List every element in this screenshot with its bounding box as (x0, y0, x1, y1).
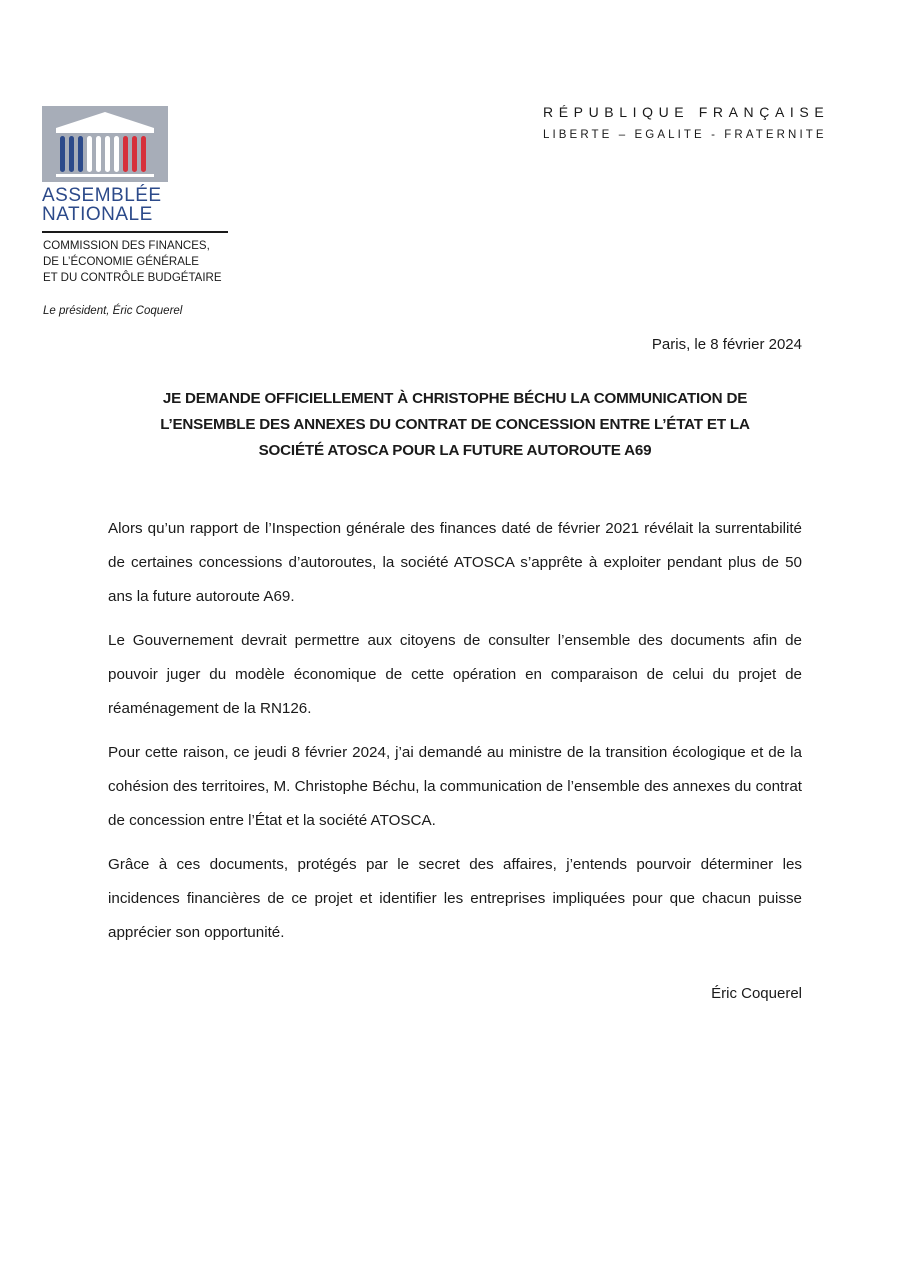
commission-line-3: ET DU CONTRÔLE BUDGÉTAIRE (43, 272, 222, 284)
signature: Éric Coquerel (711, 985, 802, 1002)
paragraph-3: Pour cette raison, ce jeudi 8 février 2024, j’ai demandé au ministre de la transition écologique et de la cohésion des territoires, M. Christophe Béchu, la communication de l’ensemble des annexes du contrat de concession entre l’État et la société ATOSCA. (108, 744, 802, 829)
hemicycle-icon (42, 106, 168, 182)
press-release-title (108, 386, 802, 464)
title-line-3: SOCIÉTÉ ATOSCA POUR LA FUTURE AUTOROUTE A69 (258, 442, 652, 459)
president-line: Le président, Éric Coquerel (43, 305, 183, 317)
header-divider (42, 231, 228, 233)
paragraph-1: Alors qu’un rapport de l’Inspection générale des finances daté de février 2021 révélait la surrentabilité de certaines concessions d’autoroutes, la société ATOSCA s’apprête à exploiter pendant plus de 50 ans la future autoroute A69. (108, 520, 802, 605)
commission-name (43, 238, 222, 286)
commission-line-1: COMMISSION DES FINANCES, (43, 240, 210, 252)
assemblee-nationale-logo (42, 106, 168, 224)
paragraph-2: Le Gouvernement devrait permettre aux citoyens de consulter l’ensemble des documents afin de pouvoir juger du modèle économique de cette opération en comparaison de celui du projet de réaménagement de la RN126. (108, 632, 802, 717)
paragraph-4: Grâce à ces documents, protégés par le secret des affaires, j’entends pourvoir déterminer les incidences financières de ce projet et identifier les entreprises impliquées pour que chacun puisse apprécier son opportunité. (108, 856, 802, 941)
commission-line-2: DE L’ÉCONOMIE GÉNÉRALE (43, 256, 199, 268)
date-line: Paris, le 8 février 2024 (651, 336, 802, 353)
title-line-2: L’ENSEMBLE DES ANNEXES DU CONTRAT DE CONCESSION ENTRE L’ÉTAT ET LA (160, 416, 750, 433)
logo-line-1: ASSEMBLÉE (42, 185, 162, 206)
title-line-1: JE DEMANDE OFFICIELLEMENT À CHRISTOPHE BÉCHU LA COMMUNICATION DE (162, 390, 748, 407)
logo-line-2: NATIONALE (42, 204, 153, 225)
logo-wordmark (42, 186, 168, 224)
hemicycle-emblem (42, 106, 168, 182)
republic-name: RÉPUBLIQUE FRANÇAISE (543, 104, 830, 120)
republic-motto: LIBERTE – EGALITE - FRATERNITE (543, 129, 827, 141)
body-text (108, 512, 802, 960)
